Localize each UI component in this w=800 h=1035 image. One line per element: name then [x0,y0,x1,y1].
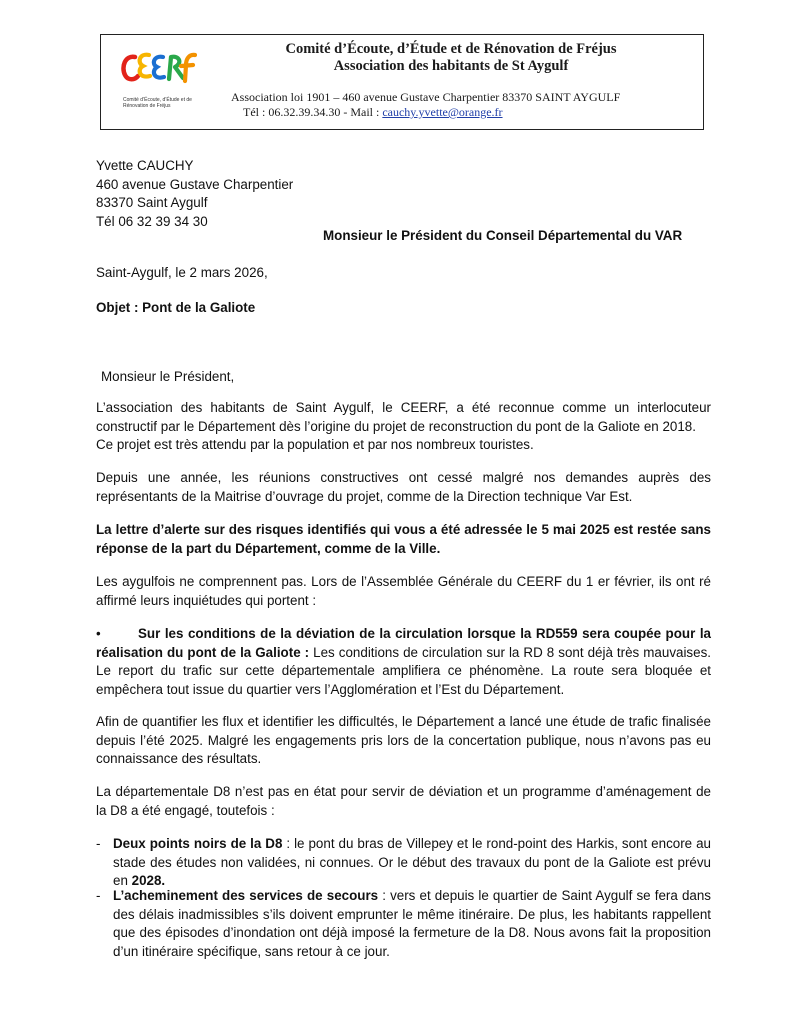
recipient: Monsieur le Président du Conseil Départemental du VAR [323,228,683,243]
paragraph-meetings: Depuis une année, les réunions constructives ont cessé malgré nos demandes auprès des représentants de la Maitrise d’ouvrage du projet, comme de la Direction technique Var Est. [96,470,711,504]
letterhead-title: Comité d’Écoute, d’Étude et de Rénovation de Fréjus [285,41,617,57]
paragraph-traffic-study: Afin de quantifier les flux et identifier les difficultés, le Département a lancé une étude de trafic finalisée depuis l’été 2025. Malgré les engagements pris lors de la concertation publique, nous n’avons pas eu connaissance des résultats. [96,714,711,766]
sender-block [96,157,396,231]
paragraph-intro-line-1: L’association des habitants de Saint Aygulf, le CEERF, a été reconnue comme un interlocuteur constructif par le Département dès l’origine du projet de reconstruction du pont de la Galiote en 2018. [96,400,711,434]
logo-caption: Comité d’Écoute, d’Étude et de Rénovation de Fréjus [123,97,192,109]
dash-item-text: : vers et depuis le quartier de Saint Aygulf se fera dans des délais inadmissibles s’ils doivent emprunter le même itinéraire. De plus, les habitants rappellent que des épisodes d’inondation ont déjà imposé la fermeture de la D8. Nous avons fait la proposition d’un itinéraire spécifique, sans retour à ce jour. [113,888,711,959]
letterhead-phone: Tél : 06.32.39.34.30 - Mail : [243,105,383,119]
sender-city: 83370 Saint Aygulf [96,195,208,210]
letterhead-contact [243,105,713,119]
subject-line: Objet : Pont de la Galiote [96,300,256,315]
letterhead-address: Association loi 1901 – 460 avenue Gustave Charpentier 83370 SAINT AYGULF [231,90,621,104]
bullet-deviation-text: Les conditions de circulation sur la RD 8 sont déjà très mauvaises. Le report du trafic sur cette départementale amplifiera ce phénomène. La route sera bloquée et empêchera tout issue du quartier vers l’Agglomération et l’Est du Département. [96,644,711,697]
email-link[interactable]: cauchy.yvette@orange.fr [382,105,503,119]
salutation: Monsieur le Président, [101,369,235,384]
dash-mark: - [96,836,101,851]
bullet-deviation [96,625,711,699]
ceerf-logo [119,49,197,115]
paragraph-alert: La lettre d’alerte sur des risques identifiés qui vous a été adressée le 5 mai 2025 est restée sans réponse de la part du Département, comme de la Ville. [96,522,711,556]
sender-phone: Tél 06 32 39 34 30 [96,213,208,229]
dash-item-secours [96,887,711,961]
dash-item-title: Deux points noirs de la D8 [113,836,283,851]
dash-item-text: : le pont du bras de Villepey et le rond-point des Harkis, sont encore au stade des études non validées, ni connues. Or le début des travaux du pont de la Galiote est prévu en [113,836,711,888]
dash-item-points-noirs [96,835,711,891]
letterhead [100,34,704,130]
sender-name: Yvette CAUCHY [96,158,194,173]
letterhead-subtitle: Association des habitants de St Aygulf [333,58,569,74]
bullet-deviation-title: Sur les conditions de la déviation de la circulation lorsque la RD559 sera coupée pour la réalisation du pont de la Galiote : [96,626,711,660]
sender-street: 460 avenue Gustave Charpentier [96,176,294,192]
paragraph-intro [96,399,711,455]
date-line: Saint-Aygulf, le 2 mars 2026, [96,265,268,280]
dash-item-title: L’acheminement des services de secours [113,888,379,903]
dash-item-year: 2028. [131,873,166,888]
paragraph-d8: La départementale D8 n’est pas en état pour servir de déviation et un programme d’aménagement de la D8 a été engagé, toutefois : [96,784,711,818]
ceerf-logo-graphic [119,49,197,95]
paragraph-concerns: Les aygulfois ne comprennent pas. Lors de l’Assemblée Générale du CEERF du 1 er février, ils ont ré affirmé leurs inquiétudes qui portent : [96,574,711,608]
dash-mark: - [96,888,101,903]
bullet-mark: • [96,626,101,641]
paragraph-intro-line-2: Ce projet est très attendu par la population et par nos nombreux touristes. [96,437,534,452]
